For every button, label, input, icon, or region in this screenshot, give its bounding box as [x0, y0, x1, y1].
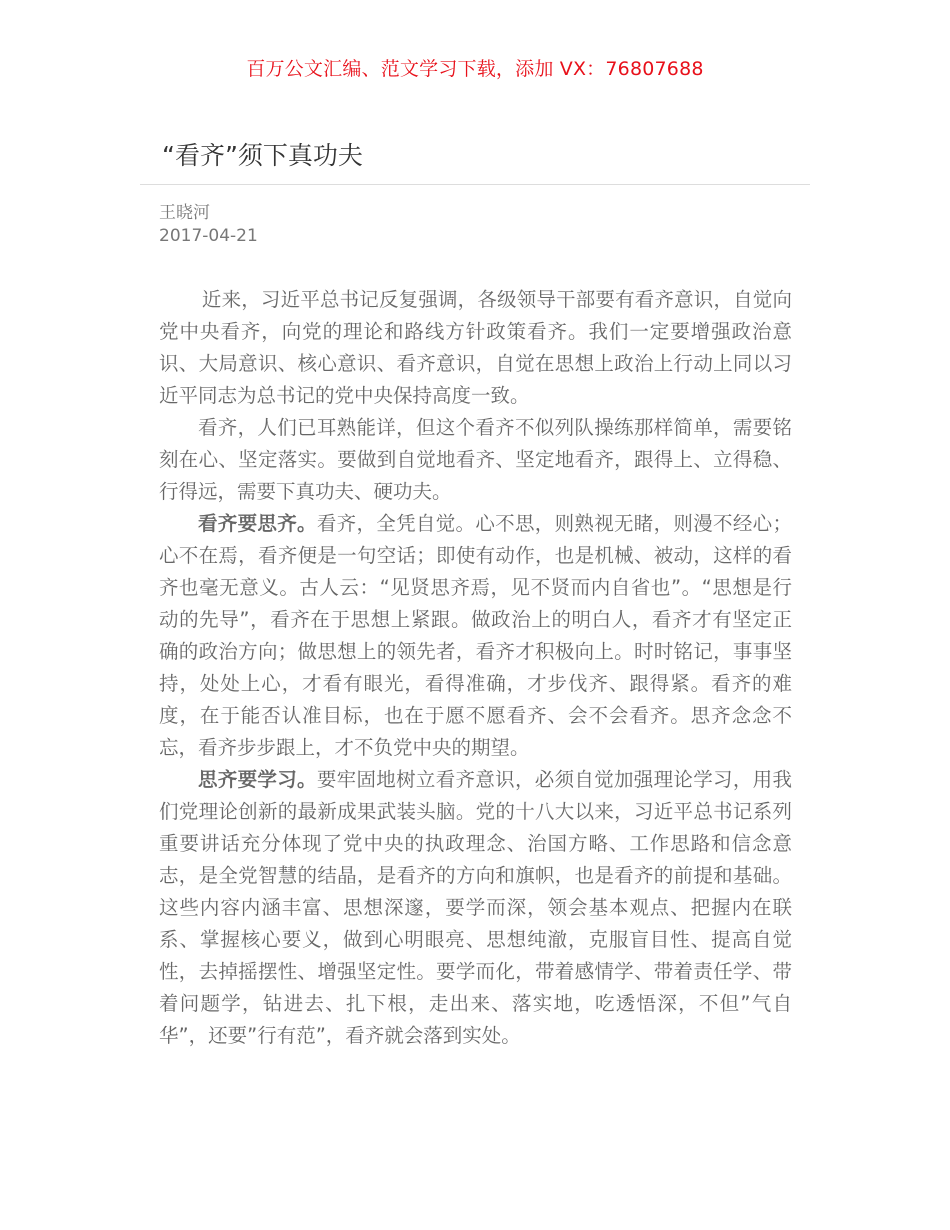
- paragraph-1: [159, 284, 792, 412]
- paragraph-3: [159, 508, 792, 764]
- paragraph-text: 近来，习近平总书记反复强调，各级领导干部要有看齐意识，自觉向党中央看齐，向党的理论和路线方针政策看齐。我们一定要增强政治意识、大局意识、核心意识、看齐意识，自觉在思想上政治上行动上同以习近平同志为总书记的党中央保持高度一致。: [159, 288, 792, 407]
- publish-date: 2017-04-21: [159, 226, 258, 246]
- article-title: “看齐”须下真功夫: [162, 141, 363, 170]
- paragraph-text: 要牢固地树立看齐意识，必须自觉加强理论学习，用我们党理论创新的最新成果武装头脑。党的十八大以来，习近平总书记系列重要讲话充分体现了党中央的执政理念、治国方略、工作思路和信念意志，是全党智慧的结晶，是看齐的方向和旗帜，也是看齐的前提和基础。这些内容内涵丰富、思想深邃，要学而深，领会基本观点、把握内在联系、掌握核心要义，做到心明眼亮、思想纯澈，克服盲目性、提高自觉性，去掉摇摆性、增强坚定性。要学而化，带着感情学、带着责任学、带着问题学，钻进去、扎下根，走出来、落实地，吃透悟深，不但”气自华”，还要”行有范”，看齐就会落到实处。: [159, 768, 792, 1047]
- article-meta: [159, 202, 258, 248]
- header-banner: 百万公文汇编、范文学习下载，添加 VX：76807688: [246, 58, 704, 80]
- paragraph-4: [159, 764, 792, 1052]
- article-body: [159, 284, 792, 1052]
- paragraph-2: [159, 412, 792, 508]
- paragraph-text: 看齐，全凭自觉。心不思，则熟视无睹，则漫不经心；心不在焉，看齐便是一句空话；即使有动作，也是机械、被动，这样的看齐也毫无意义。古人云：“见贤思齐焉，见不贤而内自省也”。“思想是行动的先导”，看齐在于思想上紧跟。做政治上的明白人，看齐才有坚定正确的政治方向；做思想上的领先者，看齐才积极向上。时时铭记，事事坚持，处处上心，才看有眼光，看得准确，才步伐齐、跟得紧。看齐的难度，在于能否认准目标，也在于愿不愿看齐、会不会看齐。思齐念念不忘，看齐步步跟上，才不负党中央的期望。: [159, 512, 792, 759]
- paragraph-lead: 看齐要思齐。: [198, 512, 317, 535]
- title-divider: [140, 184, 810, 185]
- author-name: 王晓河: [159, 203, 210, 223]
- paragraph-lead: 思齐要学习。: [198, 768, 317, 791]
- paragraph-text: 看齐，人们已耳熟能详，但这个看齐不似列队操练那样简单，需要铭刻在心、坚定落实。要做到自觉地看齐、坚定地看齐，跟得上、立得稳、行得远，需要下真功夫、硬功夫。: [159, 416, 792, 503]
